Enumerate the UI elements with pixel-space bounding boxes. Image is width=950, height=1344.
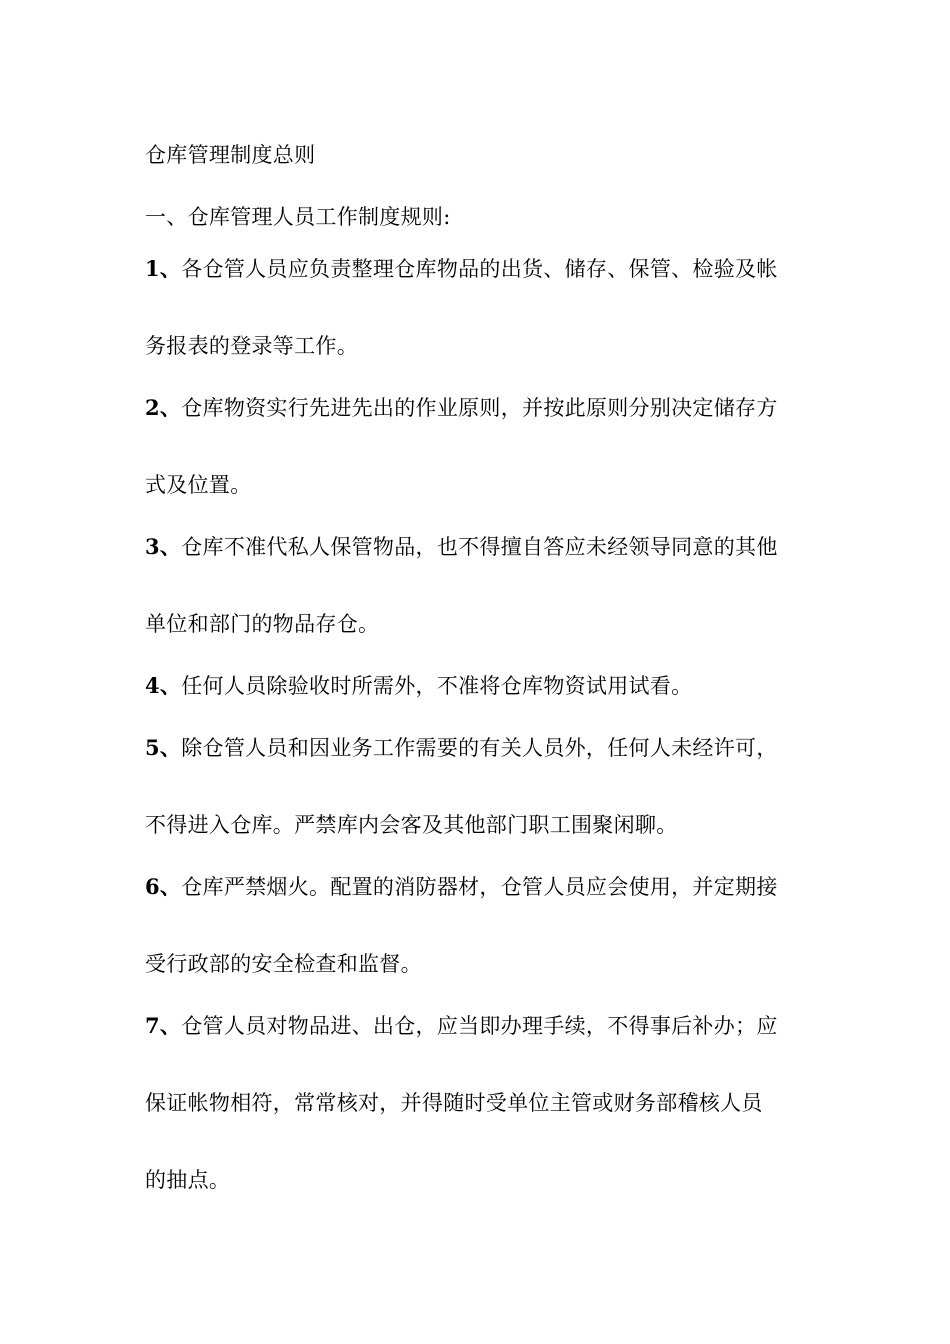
rule-text: 任何人员除验收时所需外，不准将仓库物资试用试看。 [181, 674, 693, 698]
rule-line [145, 733, 778, 763]
rule-number: 7、 [145, 1013, 182, 1038]
rule-text: 除仓管人员和因业务工作需要的有关人员外，任何人未经许可， [181, 736, 778, 760]
rule-line [145, 609, 379, 639]
rule-line [145, 949, 422, 979]
rule-line [145, 1088, 763, 1118]
rule-text: 各仓管人员应负责整理仓库物品的出货、储存、保管、检验及帐 [181, 257, 778, 281]
rule-number: 3、 [145, 534, 182, 559]
rule-text: 受行政部的安全检查和监督。 [145, 952, 422, 976]
rule-line [145, 810, 678, 840]
rule-line [145, 1011, 778, 1041]
rule-number: 1、 [145, 256, 182, 281]
rule-text: 仓管人员对物品进、出仓，应当即办理手续，不得事后补办；应 [181, 1014, 778, 1038]
rule-number: 4、 [145, 673, 182, 698]
rule-text: 单位和部门的物品存仓。 [145, 612, 380, 636]
rule-text: 式及位置。 [145, 473, 252, 497]
rule-text: 保证帐物相符，常常核对，并得随时受单位主管或财务部稽核人员 [145, 1091, 763, 1115]
document-title: 仓库管理制度总则 [145, 143, 316, 167]
rule-text: 仓库物资实行先进先出的作业原则，并按此原则分别决定储存方 [181, 396, 778, 420]
rule-text: 仓库严禁烟火。配置的消防器材，仓管人员应会使用，并定期接 [181, 875, 778, 899]
section-heading: 一、仓库管理人员工作制度规则: [145, 205, 451, 229]
rule-text: 务报表的登录等工作。 [145, 334, 358, 358]
rule-line [145, 671, 692, 701]
rule-line [145, 254, 778, 284]
rule-line [145, 532, 778, 562]
rule-number: 5、 [145, 735, 182, 760]
document-body [145, 140, 810, 1192]
rule-line [145, 393, 778, 423]
rule-number: 2、 [145, 395, 182, 420]
rule-number: 6、 [145, 874, 182, 899]
rule-line [145, 331, 358, 361]
rule-text: 的抽点。 [145, 1168, 231, 1192]
rule-line [145, 470, 252, 500]
rule-text: 仓库不准代私人保管物品，也不得擅自答应未经领导同意的其他 [181, 535, 778, 559]
rule-line [145, 872, 778, 902]
rule-line [145, 1165, 230, 1195]
rule-text: 不得进入仓库。严禁库内会客及其他部门职工围聚闲聊。 [145, 813, 678, 837]
